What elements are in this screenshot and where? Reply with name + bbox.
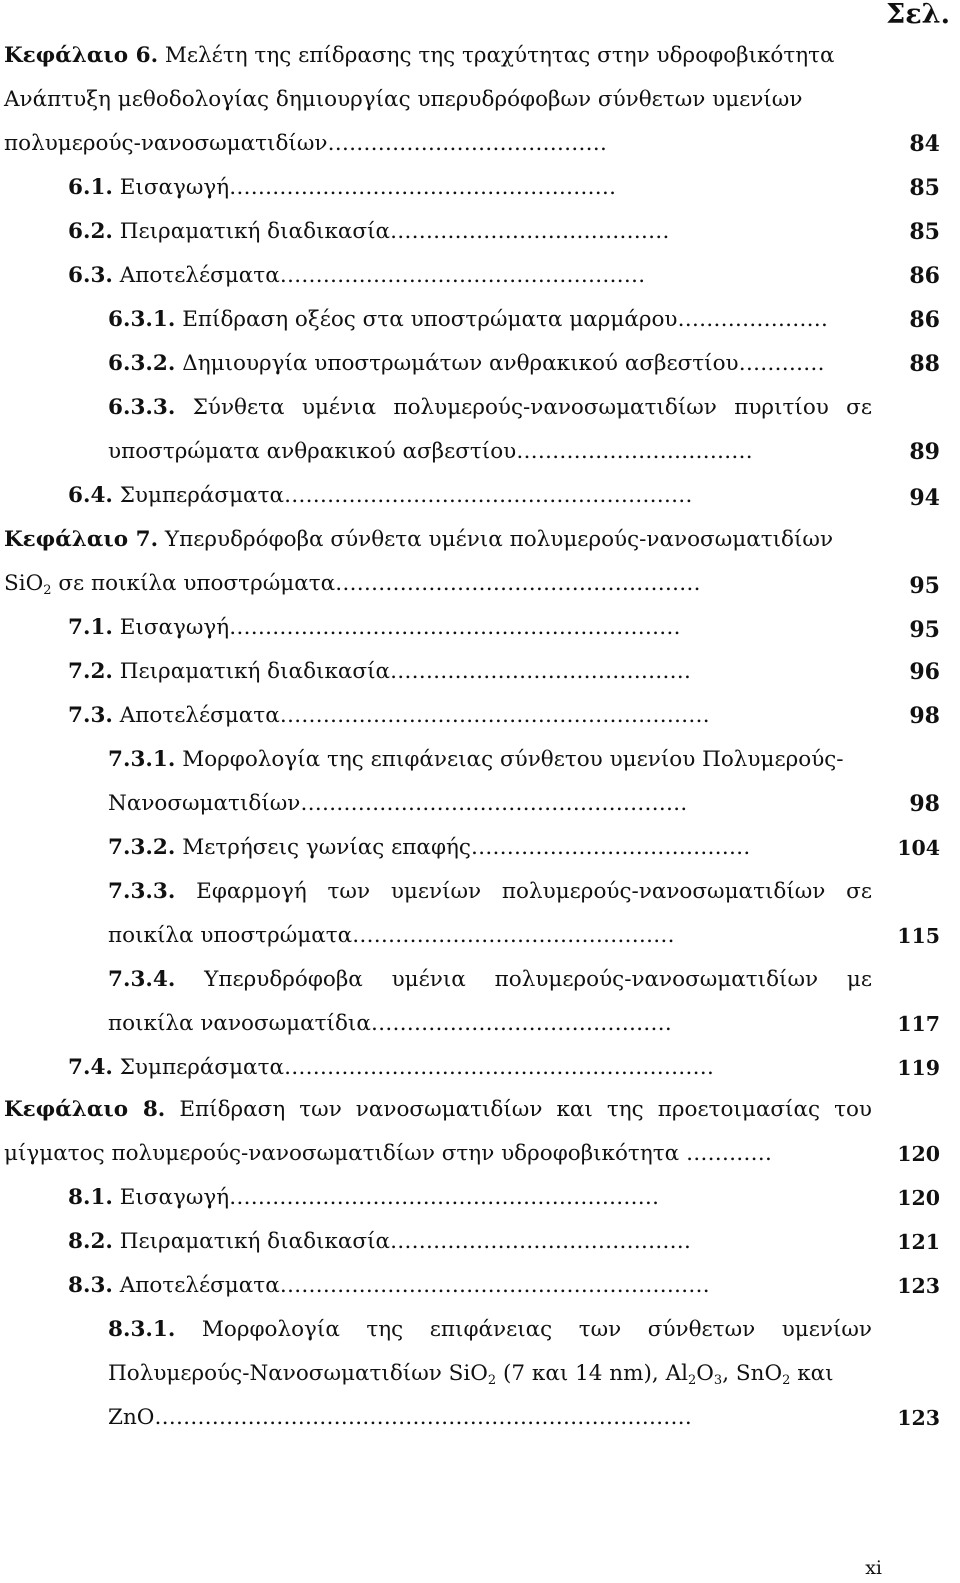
toc-entry-chapter-7[interactable] [4,525,833,555]
toc-entry-6-3-1[interactable] [108,305,828,335]
entry-title: σε ποικίλα υποστρώματα [51,571,336,596]
page-number: 86 [909,307,940,333]
entry-number: 7.4. [68,1055,113,1080]
entry-title: Εισαγωγή [119,1185,230,1210]
entry-title: υποστρώματα ανθρακικού ασβεστίου [108,439,517,464]
entry-title: Υπερυδρόφοβα υμένια πολυμερούς-νανοσωματιδίων με [204,967,872,992]
toc-entry-8-3[interactable] [68,1271,710,1301]
entry-number: 7.3.2. [108,835,176,860]
toc-entry-7-1[interactable] [68,613,681,643]
leader-dots: …………………………………………………… [284,1055,714,1080]
leader-dots: ………………………………… [390,219,670,244]
page-number: 95 [909,573,940,599]
toc-entry-6-4[interactable] [68,481,693,511]
entry-title: Συμπεράσματα [119,483,284,508]
page-number: 117 [897,1012,940,1036]
entry-title: ποικίλα υποστρώματα [108,923,353,948]
entry-number: 7.2. [68,659,113,684]
entry-number: 8.3.1. [108,1317,176,1342]
page-number: 85 [909,175,940,201]
entry-title: και [790,1361,834,1386]
page-number: 119 [897,1056,940,1080]
leader-dots: …………………………………………………… [229,1185,660,1210]
leader-dots: ……………………………………………… [229,175,617,200]
toc-entry-6-2[interactable] [68,217,670,247]
leader-dots: …………………………………… [370,1011,672,1036]
leader-dots: ………………… [677,307,829,332]
entry-title: Ανάπτυξη μεθοδολογίας δημιουργίας υπερυδρόφοβων σύνθετων υμενίων [4,87,803,112]
entry-title: Υπερυδρόφοβα σύνθετα υμένια πολυμερούς-νανοσωματιδίων [164,527,834,552]
toc-entry-7-3[interactable] [68,701,710,731]
entry-number: 7.3.1. [108,747,176,772]
leader-dots: ………………………………………………………………… [154,1405,692,1430]
entry-number: 6.4. [68,483,113,508]
leader-dots: …………………………………………………… [279,1273,710,1298]
entry-number: 7.3. [68,703,113,728]
entry-title: Μορφολογία της επιφάνειας των σύνθετων υμενίων [201,1317,872,1342]
footer-page-number: xi [865,1557,882,1579]
page-number: 85 [909,219,940,245]
entry-title: Μελέτη της επίδρασης της τραχύτητας στην υδροφοβικότητα [164,43,835,68]
entry-number: 7.3.3. [108,879,176,904]
entry-title: μίγματος πολυμερούς-νανοσωματιδίων στην υδροφοβικότητα [4,1141,680,1166]
toc-entry-6-1[interactable] [68,173,616,203]
page-number: 98 [909,703,940,729]
toc-entry-chapter-8[interactable] [4,1095,872,1125]
leader-dots: …………………………………………………… [279,703,710,728]
entry-title: Επίδραση οξέος στα υποστρώματα μαρμάρου [182,307,678,332]
page-number: 86 [909,263,940,289]
entry-number: 7.3.4. [108,967,176,992]
entry-number: 6.1. [68,175,113,200]
page-number: 121 [897,1230,940,1254]
leader-dots: …………………………………… [390,1229,692,1254]
toc-entry-7-4[interactable] [68,1053,714,1083]
leader-dots: ………………………………… [327,131,607,156]
entry-title: Αποτελέσματα [119,263,280,288]
entry-number: Κεφάλαιο 7. [4,527,159,552]
entry-title: Δημιουργία υποστρωμάτων ανθρακικού ασβεστίου [182,351,739,376]
leader-dots: …………………………………… [390,659,692,684]
subscript: 2 [43,583,52,598]
entry-title: Νανοσωματιδίων [108,791,301,816]
toc-entry-line [108,437,753,467]
entry-title: Πειραματική διαδικασία [119,219,391,244]
leader-dots: …………………………… [516,439,753,464]
leader-dots: ……………………………………………… [300,791,688,816]
entry-title: Αποτελέσματα [119,1273,280,1298]
entry-number: 8.3. [68,1273,113,1298]
toc-entry-line [108,1009,672,1039]
toc-entry-line [108,921,675,951]
entry-number: 6.3.2. [108,351,176,376]
toc-entry-6-3[interactable] [68,261,645,291]
toc-entry-line [4,85,802,115]
entry-title: Εισαγωγή [119,615,230,640]
toc-entry-8-3-1[interactable] [108,1315,872,1345]
page-number: 84 [909,131,940,157]
entry-title: Σύνθετα υμένια πολυμερούς-νανοσωματιδίων πυριτίου σε [192,395,872,420]
entry-title: (7 και 14 nm), Al [496,1361,688,1386]
page-number: 104 [897,836,940,860]
entry-title: Συμπεράσματα [119,1055,284,1080]
entry-title: Μετρήσεις γωνίας επαφής [182,835,471,860]
entry-title: SiO [4,571,44,596]
entry-title: , SnO [722,1361,783,1386]
leader-dots: …………………………………………… [335,571,701,596]
subscript: 2 [782,1373,791,1388]
entry-title: πολυμερούς-νανοσωματιδίων [4,131,328,156]
page-number: 96 [909,659,940,685]
entry-title: Πειραματική διαδικασία [119,659,391,684]
entry-number: 6.2. [68,219,113,244]
page-number: 115 [897,924,940,948]
entry-title: ποικίλα νανοσωματίδια [108,1011,371,1036]
toc-entry-6-3-2[interactable] [108,349,825,379]
subscript: 2 [487,1373,497,1388]
entry-number: Κεφάλαιο 8. [4,1097,166,1122]
leader-dots: ………………………………………………… [284,483,693,508]
entry-number: Κεφάλαιο 6. [4,43,159,68]
toc-entry-7-3-3[interactable] [108,877,872,907]
toc-entry-8-2[interactable] [68,1227,691,1257]
leader-dots: ………… [738,351,825,376]
entry-title: Μορφολογία της επιφάνειας σύνθετου υμενίου Πολυμερούς- [182,747,844,772]
page-number: 94 [909,485,940,511]
toc-entry-8-1[interactable] [68,1183,659,1213]
entry-title: ZnO [108,1405,155,1430]
page-number: 123 [897,1274,940,1298]
toc-entry-chapter-6[interactable] [4,41,868,71]
toc-entry-7-3-1[interactable] [108,745,844,775]
entry-title: Πολυμερούς-Νανοσωματιδίων SiO [108,1361,488,1386]
toc-entry-7-3-2[interactable] [108,833,750,863]
page-column-header: Σελ. [886,0,950,30]
subscript: 3 [713,1373,723,1388]
subscript: 2 [688,1373,697,1388]
page-number: 98 [909,791,940,817]
entry-number: 8.1. [68,1185,113,1210]
toc-entry-7-2[interactable] [68,657,691,687]
toc-entry-line [108,789,687,819]
page-number: 123 [897,1406,940,1430]
entry-title: Αποτελέσματα [119,703,280,728]
leader-dots: ……………………………………………………… [229,615,681,640]
toc-entry-6-3-3[interactable] [108,393,872,423]
toc-entry-7-3-4[interactable] [108,965,872,995]
entry-title: Επίδραση των νανοσωματιδίων και της προετοιμασίας του [179,1097,872,1122]
leader-dots: …………………………………………… [279,263,646,288]
entry-number: 6.3. [68,263,113,288]
toc-entry-line [108,1359,834,1389]
entry-number: 6.3.3. [108,395,176,420]
page-number: 89 [909,439,940,465]
page-number: 88 [909,351,940,377]
toc-entry-line [108,1403,692,1433]
leader-dots: ………… [679,1141,772,1166]
entry-title: Εφαρμογή των υμενίων πολυμερούς-νανοσωματιδίων σε [196,879,872,904]
toc-entry-line [4,1139,772,1169]
page-number: 95 [909,617,940,643]
toc-entry-line [4,569,701,599]
entry-title: Εισαγωγή [119,175,230,200]
entry-number: 7.1. [68,615,113,640]
page-number: 120 [897,1142,940,1166]
leader-dots: ……………………………………… [352,923,675,948]
entry-title: O [696,1361,714,1386]
entry-title: Πειραματική διαδικασία [119,1229,391,1254]
page-number: 120 [897,1186,940,1210]
toc-entry-line [4,129,607,159]
entry-number: 6.3.1. [108,307,176,332]
leader-dots: ………………………………… [470,835,751,860]
entry-number: 8.2. [68,1229,113,1254]
